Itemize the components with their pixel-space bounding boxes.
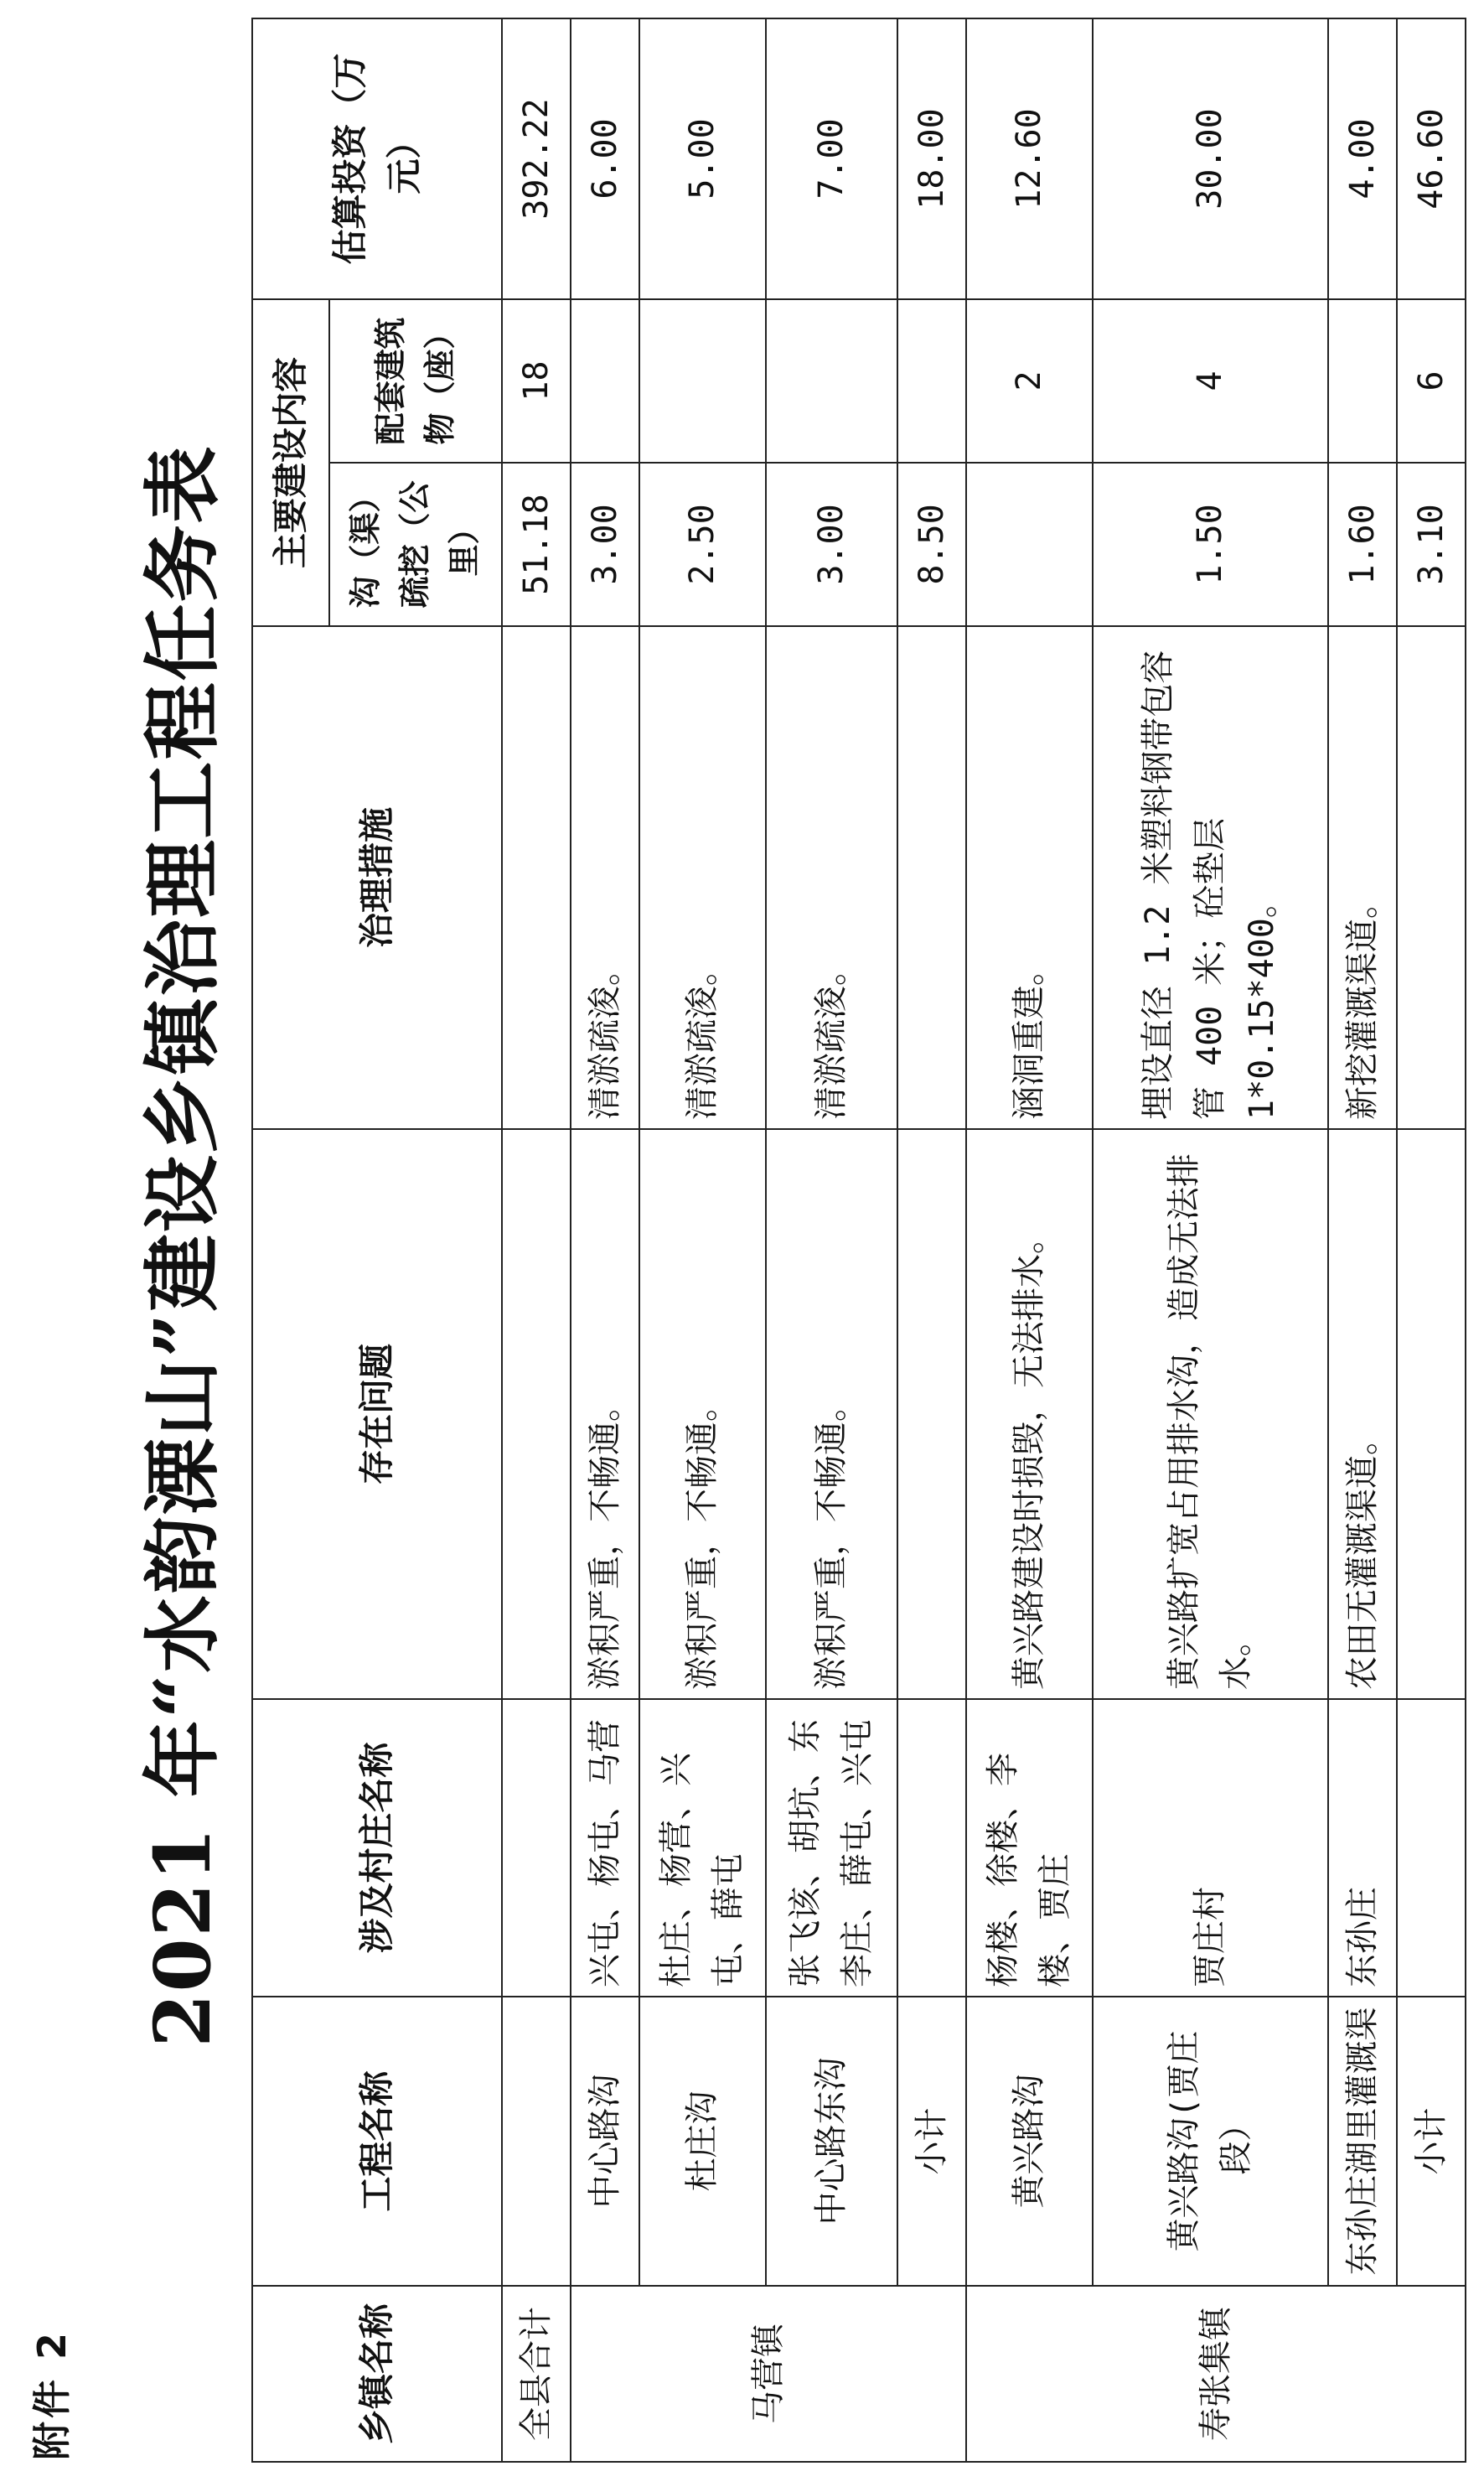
subtotal-ditch: 3.10 — [1397, 463, 1466, 626]
header-measures: 治理措施 — [252, 626, 502, 1129]
investment-cell: 12.60 — [966, 18, 1093, 299]
total-buildings: 18 — [502, 299, 571, 463]
task-table — [251, 18, 1466, 2463]
problem-cell: 淤积严重，不畅通。 — [571, 1129, 639, 1699]
total-label: 全县合计 — [502, 2286, 571, 2462]
investment-cell: 7.00 — [766, 18, 897, 299]
problem-cell: 黄兴路建设时损毁，无法排水。 — [966, 1129, 1093, 1699]
measures-cell: 清淤疏浚。 — [571, 626, 639, 1129]
measures-cell: 新挖灌溉渠道。 — [1328, 626, 1397, 1129]
villages-cell: 杨楼、徐楼、李楼、贾庄 — [966, 1699, 1093, 1997]
ditch-cell — [966, 463, 1093, 626]
investment-cell: 5.00 — [639, 18, 766, 299]
subtotal-buildings — [897, 299, 966, 463]
problem-cell: 农田无灌溉渠道。 — [1328, 1129, 1397, 1699]
villages-cell: 杜庄、杨营、兴屯、薛屯 — [639, 1699, 766, 1997]
township-cell: 寿张集镇 — [966, 2286, 1466, 2462]
investment-cell: 6.00 — [571, 18, 639, 299]
buildings-cell — [571, 299, 639, 463]
villages-cell: 兴屯、杨屯、马营 — [571, 1699, 639, 1997]
total-investment: 392.22 — [502, 18, 571, 299]
page-title: 2021 年“水韵溧山”建设乡镇治理工程任务表 — [137, 444, 228, 2048]
project-cell: 中心路东沟 — [766, 1997, 897, 2286]
header-project: 工程名称 — [252, 1997, 502, 2286]
problem-cell: 淤积严重，不畅通。 — [766, 1129, 897, 1699]
ditch-cell: 3.00 — [571, 463, 639, 626]
investment-cell: 30.00 — [1093, 18, 1328, 299]
ditch-cell: 3.00 — [766, 463, 897, 626]
subtotal-investment: 46.60 — [1397, 18, 1466, 299]
measures-cell: 清淤疏浚。 — [639, 626, 766, 1129]
ditch-cell: 1.60 — [1328, 463, 1397, 626]
subtotal-ditch: 8.50 — [897, 463, 966, 626]
subtotal-row — [897, 18, 966, 2462]
table-row — [766, 18, 897, 2462]
villages-cell: 张飞该、胡坑、东李庄、薛屯、兴屯 — [766, 1699, 897, 1997]
project-cell: 杜庄沟 — [639, 1997, 766, 2286]
attachment-label: 附件 2 — [29, 2329, 75, 2460]
villages-cell: 东孙庄 — [1328, 1699, 1397, 1997]
header-villages: 涉及村庄名称 — [252, 1699, 502, 1997]
table-row — [1328, 18, 1397, 2462]
subtotal-row — [1397, 18, 1466, 2462]
header-investment: 估算投资（万元） — [252, 18, 502, 299]
buildings-cell — [639, 299, 766, 463]
measures-cell: 涵洞重建。 — [966, 626, 1093, 1129]
villages-cell: 贾庄村 — [1093, 1699, 1328, 1997]
buildings-cell — [1328, 299, 1397, 463]
ditch-cell: 2.50 — [639, 463, 766, 626]
total-ditch: 51.18 — [502, 463, 571, 626]
total-row — [502, 18, 571, 2462]
header-ditch: 沟（渠）疏挖（公里） — [329, 463, 502, 626]
header-buildings: 配套建筑物（座） — [329, 299, 502, 463]
header-township: 乡镇名称 — [252, 2286, 502, 2462]
subtotal-investment: 18.00 — [897, 18, 966, 299]
buildings-cell: 2 — [966, 299, 1093, 463]
header-row-1 — [252, 18, 329, 2462]
project-cell: 黄兴路沟 — [966, 1997, 1093, 2286]
problem-cell: 淤积严重，不畅通。 — [639, 1129, 766, 1699]
table-row — [1093, 18, 1328, 2462]
problem-cell: 黄兴路扩宽占用排水沟，造成无法排水。 — [1093, 1129, 1328, 1699]
subtotal-label: 小计 — [897, 1997, 966, 2286]
table-row — [639, 18, 766, 2462]
subtotal-buildings: 6 — [1397, 299, 1466, 463]
header-main-content: 主要建设内容 — [252, 299, 329, 626]
ditch-cell: 1.50 — [1093, 463, 1328, 626]
buildings-cell: 4 — [1093, 299, 1328, 463]
subtotal-label: 小计 — [1397, 1997, 1466, 2286]
table-row — [571, 18, 639, 2462]
project-cell: 东孙庄湖里灌溉渠 — [1328, 1997, 1397, 2286]
buildings-cell — [766, 299, 897, 463]
investment-cell: 4.00 — [1328, 18, 1397, 299]
project-cell: 中心路沟 — [571, 1997, 639, 2286]
measures-cell: 埋设直径 1.2 米塑料钢带包容管 400 米；砼垫层 1*0.15*400。 — [1093, 626, 1328, 1129]
measures-cell: 清淤疏浚。 — [766, 626, 897, 1129]
project-cell: 黄兴路沟(贾庄段） — [1093, 1997, 1328, 2286]
table-row — [966, 18, 1093, 2462]
township-cell: 马营镇 — [571, 2286, 966, 2462]
header-problem: 存在问题 — [252, 1129, 502, 1699]
